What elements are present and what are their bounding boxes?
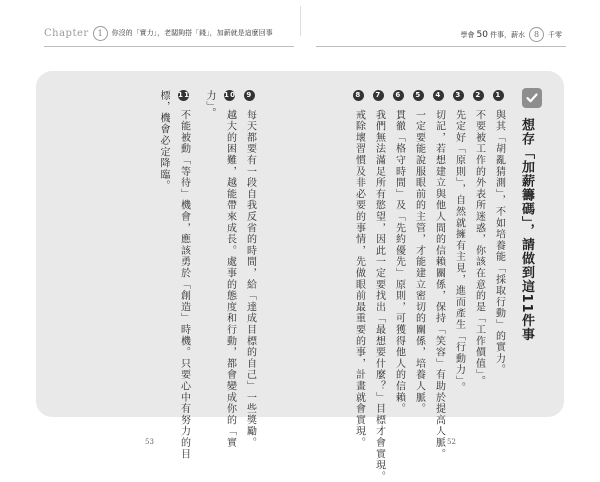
- item-number: 5: [413, 90, 424, 101]
- chapter-header: [44, 22, 273, 44]
- chapter-word: Chapter: [44, 27, 89, 39]
- item-text: 貫徹「格守時間」及「先約優先」原則，可獲得他人的信賴。: [393, 109, 405, 415]
- list-item: [453, 90, 464, 393]
- list-item: [393, 90, 404, 415]
- list-item: [433, 90, 444, 460]
- item-text: 切記，若想建立與他人間的信賴關係，保持「笑容」有助於提高人脈。: [433, 109, 445, 460]
- item-text: 與其「胡亂猜測」，不如培養能「採取行動」的實力。: [493, 109, 505, 376]
- item-number: 7: [373, 90, 384, 101]
- list-item: [493, 90, 504, 376]
- checkbox-check-icon: [522, 88, 542, 108]
- book-title-part-a: 學會: [460, 30, 475, 39]
- item-text: 越大的困難，越能帶來成長。處事的態度和行動，都會變成你的「實: [224, 109, 236, 449]
- list-item: [473, 90, 484, 387]
- item-number: 1: [493, 90, 504, 101]
- item-text: 一定要能說服眼前的主管，才能建立密切的關係，培養人脈。: [413, 109, 425, 415]
- book-title-number: 50: [476, 29, 488, 40]
- header-rule-right: [316, 46, 566, 47]
- book-title-part-b: 件事，薪水: [490, 30, 525, 39]
- book-title-header: [461, 27, 562, 42]
- item-number: 4: [433, 90, 444, 101]
- book-title-circled-number: 8: [529, 27, 544, 42]
- item-text: 每天都要有一段自我反省的時間，給「達成目標的自己」一些獎勵。: [244, 109, 256, 449]
- gutter-line: [300, 6, 301, 36]
- list-item: [224, 90, 235, 448]
- item-text: 戒除壞習慣及非必要的事情，先做眼前最重要的事，計畫就會實現。: [353, 109, 365, 449]
- item-number: 11: [178, 91, 191, 99]
- item-number: 10: [224, 91, 237, 99]
- item-text: 不能被動「等待」機會，應該勇於「創造」時機。只要心中有努力的目: [178, 109, 190, 460]
- list-item: [413, 90, 424, 415]
- item-text: 我們無法滿足所有慾望，因此一定要找出「最想要什麼？」目標才會實現。: [373, 109, 385, 482]
- list-item: [353, 90, 364, 448]
- page-number-left: 53: [145, 438, 154, 446]
- page-number-right: 52: [447, 438, 456, 446]
- item-number: 9: [244, 90, 255, 101]
- chapter-number-badge: 1: [93, 26, 108, 41]
- list-item-continuation: 力」。: [204, 90, 215, 119]
- item-number: 2: [473, 90, 484, 101]
- list-item: [244, 90, 255, 448]
- list-item: [178, 90, 189, 460]
- list-item: [373, 90, 384, 482]
- list-item-continuation: 標，機會必定降臨。: [158, 90, 169, 192]
- item-text: 先定好「原則」，自然就擁有主見，進而產生「行動力」。: [453, 109, 465, 394]
- chapter-title: 你沒的「實力」，老闆夠搭「錢」，加薪就是這麼回事: [111, 29, 273, 37]
- item-number: 8: [353, 90, 364, 101]
- item-text: 不要被工作的外表所迷惑，你該在意的是「工作價值」。: [473, 109, 485, 387]
- panel-heading: 想存「加薪籌碼」，請做到這11件事: [519, 118, 534, 342]
- header-rule-left: [44, 46, 294, 47]
- book-title-part-c: 千零: [548, 30, 562, 39]
- item-number: 6: [393, 90, 404, 101]
- item-number: 3: [453, 90, 464, 101]
